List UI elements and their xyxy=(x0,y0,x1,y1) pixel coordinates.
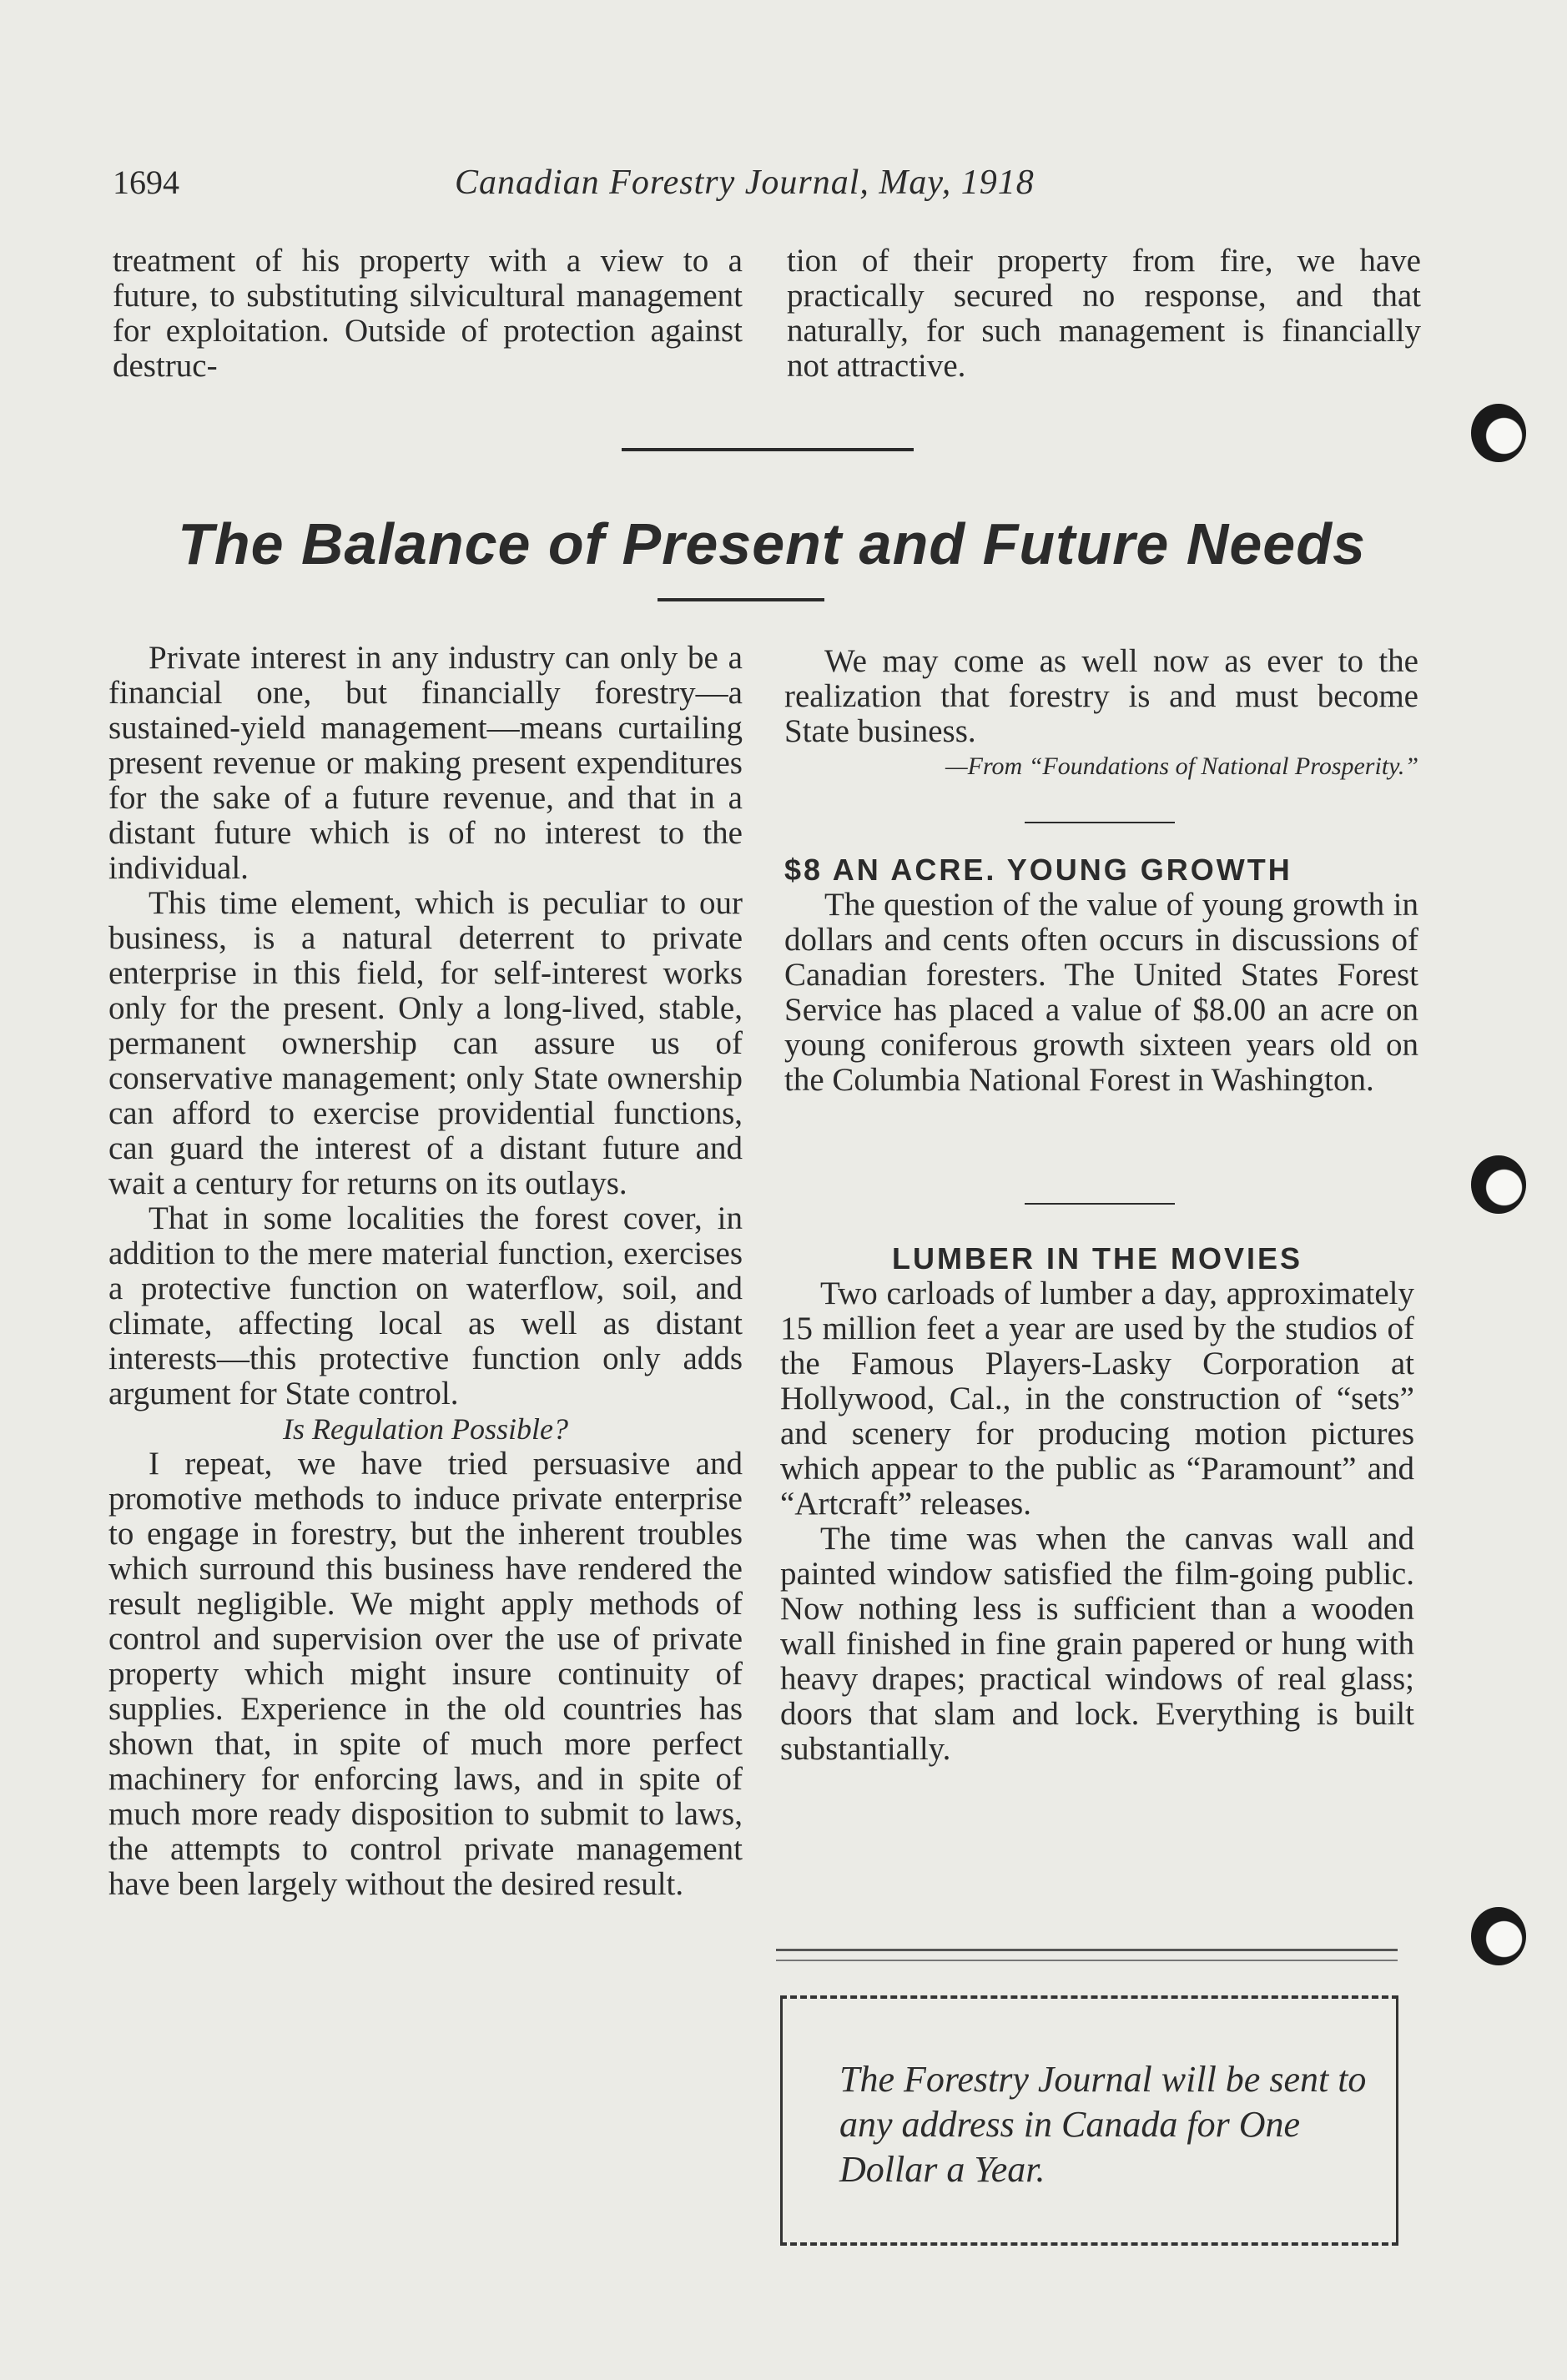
binding-hole-icon xyxy=(1471,404,1526,462)
section-divider-top xyxy=(622,448,914,451)
young-growth-heading: $8 AN ACRE. YOUNG GROWTH xyxy=(784,853,1292,887)
article-paragraph-3: That in some localities the forest cover, in addition to the mere material function, exercises a protective function on waterflow, soil, and climate, affecting local as well as distant interests—this protective function only adds argument for State control. xyxy=(108,1200,743,1411)
running-title: Canadian Forestry Journal, May, 1918 xyxy=(455,164,1035,202)
article-source: —From “Foundations of National Prosperity.” xyxy=(945,752,1418,780)
article-paragraph-1: Private interest in any industry can only be a financial one, but financially forestry—a sustained-yield management—means curtailing present revenue or making present expenditures for the sake of a future revenue, and that in a distant future which is of no interest to the individual. xyxy=(108,640,743,886)
intro-right-text: tion of their property from fire, we have practically secured no response, and that naturally, for such management is financially not attractive. xyxy=(787,243,1421,384)
intro-right-column xyxy=(787,244,1421,384)
divider-2 xyxy=(1025,1203,1175,1205)
page-number: 1694 xyxy=(113,164,179,201)
article-subheading: Is Regulation Possible? xyxy=(283,1412,568,1446)
article-conclusion: We may come as well now as ever to the realization that forestry is and must become State business. xyxy=(784,643,1418,749)
page-header xyxy=(113,163,1448,213)
divider-1 xyxy=(1025,822,1175,823)
young-growth-section xyxy=(784,853,1418,1098)
subscription-notice-box xyxy=(780,1995,1398,2246)
binding-hole-icon xyxy=(1471,1907,1526,1965)
article-right-column xyxy=(784,644,1418,784)
movies-section xyxy=(780,1241,1414,1767)
article-paragraph-2: This time element, which is peculiar to our business, is a natural deterrent to private enterprise in this field, for self-interest works only for the present. Only a long-lived, stable, permanent ownership can assure us of conservative management; only State ownership can afford to exercise providential functions, can guard the interest of a distant future and wait a century for returns on its outlays. xyxy=(108,885,743,1201)
subscription-notice-text: The Forestry Journal will be sent to any address in Canada for One Dollar a Year. xyxy=(839,2059,1367,2190)
notice-top-rule xyxy=(776,1949,1398,1961)
intro-left-text: treatment of his property with a view to a future, to substituting silvicultural management for exploitation. Outside of protection against destruc- xyxy=(113,243,743,384)
article-left-column xyxy=(108,641,743,1902)
movies-heading: LUMBER IN THE MOVIES xyxy=(891,1241,1303,1276)
intro-left-column xyxy=(113,244,743,384)
binding-hole-icon xyxy=(1471,1155,1526,1214)
title-underline xyxy=(658,598,824,601)
article-title: The Balance of Present and Future Needs xyxy=(178,511,1366,576)
article-paragraph-4: I repeat, we have tried persuasive and promotive methods to induce private enterprise to engage in forestry, but the inherent troubles which surround this business have rendered the result negligible. We might apply methods of control and supervision over the use of private property which might insure continuity of supplies. Experience in the old countries has shown that, in spite of much more perfect machinery for enforcing laws, and in spite of much more ready disposition to submit to laws, the attempts to control private management have been largely without the desired result. xyxy=(108,1446,743,1902)
young-growth-text: The question of the value of young growth in dollars and cents often occurs in discussions of Canadian foresters. The United States Forest Service has placed a value of $8.00 an acre on young coniferous growth sixteen years old on the Columbia National Forest in Washington. xyxy=(784,887,1418,1098)
movies-paragraph-1: Two carloads of lumber a day, approximately 15 million feet a year are used by the studios of the Famous Players-Lasky Corporation at Hollywood, Cal., in the construction of “sets” and scenery for producing motion pictures which appear to the public as “Paramount” and “Artcraft” releases. xyxy=(780,1276,1414,1522)
movies-paragraph-2: The time was when the canvas wall and painted window satisfied the film-going public. Now nothing less is sufficient than a wooden wall finished in fine grain papered or hung with heavy drapes; practical windows of real glass; doors that slam and lock. Everything is built substantially. xyxy=(780,1521,1414,1767)
